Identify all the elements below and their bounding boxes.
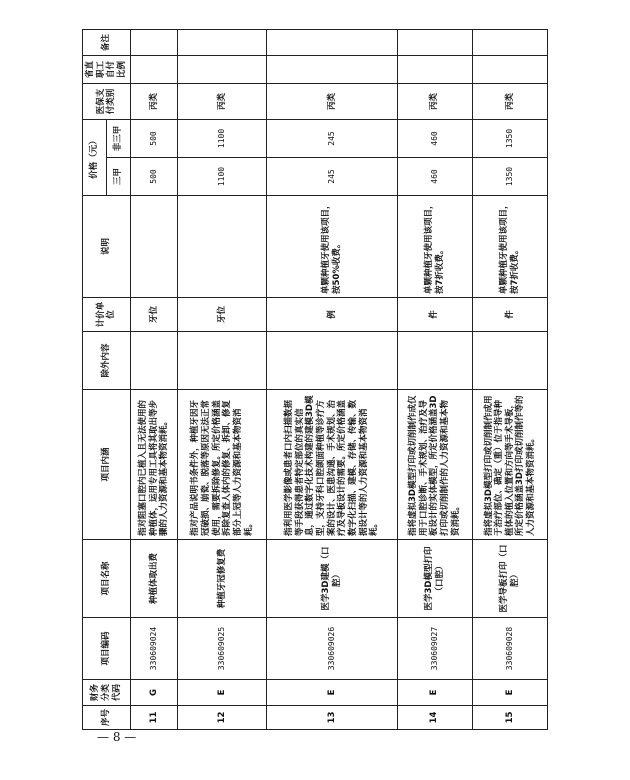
table-row bbox=[130, 29, 178, 729]
cell-unit: 件 bbox=[397, 298, 472, 332]
cell-name: 医学导板打印（口腔） bbox=[472, 540, 547, 618]
cell-fin: E bbox=[178, 680, 267, 706]
cell-remark bbox=[397, 29, 472, 55]
header-price: 价格（元） bbox=[83, 119, 107, 195]
header-item-code: 项目编码 bbox=[83, 618, 131, 680]
price-table-sheet bbox=[82, 30, 537, 730]
cell-exclusions bbox=[472, 332, 547, 390]
cell-ratio bbox=[397, 55, 472, 83]
header-fin-code: 财务分类代码 bbox=[83, 680, 131, 706]
cell-code: 330609024 bbox=[130, 618, 178, 680]
cell-seq: 12 bbox=[178, 706, 267, 730]
cell-med-ins-cat: 丙类 bbox=[178, 83, 267, 119]
cell-unit: 牙位 bbox=[178, 298, 267, 332]
cell-remark bbox=[178, 29, 267, 55]
cell-med-ins-cat: 丙类 bbox=[267, 83, 397, 119]
cell-explanation bbox=[178, 196, 267, 298]
cell-explanation bbox=[130, 196, 178, 298]
cell-content: 指将虚拟3D模型打印或切削制作成仅用于口腔诊断、手术规划、治疗及导板设计的实体模型，所定价格涵盖3D打印或切削制作的人力资源和基本物资消耗。 bbox=[397, 390, 472, 540]
cell-fin: G bbox=[130, 680, 178, 706]
cell-code: 330609028 bbox=[472, 618, 547, 680]
cell-price-3a: 460 bbox=[397, 158, 472, 196]
cell-remark bbox=[130, 29, 178, 55]
cell-code: 330609027 bbox=[397, 618, 472, 680]
table-header-row bbox=[83, 29, 107, 729]
cell-price-3a: 1350 bbox=[472, 158, 547, 196]
cell-unit: 件 bbox=[472, 298, 547, 332]
cell-seq: 15 bbox=[472, 706, 547, 730]
cell-price-non3a: 1100 bbox=[178, 119, 267, 157]
cell-code: 330609026 bbox=[267, 618, 397, 680]
header-unit: 计价单位 bbox=[83, 298, 131, 332]
header-item-content: 项目内涵 bbox=[83, 390, 131, 540]
cell-content: 指对阻塞口腔内已植入且无法使用的种植体，运用专用工具将其取出等步骤的人力资源和基本物资消耗。 bbox=[130, 390, 178, 540]
cell-seq: 11 bbox=[130, 706, 178, 730]
cell-name: 医学3D建模（口腔） bbox=[267, 540, 397, 618]
cell-med-ins-cat: 丙类 bbox=[397, 83, 472, 119]
cell-ratio bbox=[472, 55, 547, 83]
cell-fin: E bbox=[267, 680, 397, 706]
cell-explanation: 单颗种植牙使用该项目，按7折收费。 bbox=[472, 196, 547, 298]
cell-name: 种植体取出费 bbox=[130, 540, 178, 618]
cell-ratio bbox=[130, 55, 178, 83]
table-row bbox=[397, 29, 472, 729]
page-number: — 8 — bbox=[97, 730, 137, 744]
cell-exclusions bbox=[178, 332, 267, 390]
price-table bbox=[82, 29, 548, 730]
table-row bbox=[472, 29, 547, 729]
cell-content: 指将虚拟3D模型打印或切削制作成用于治疗部位、确定（重）位于指导种植体的植入位置和方向等手术导板，所定价格涵盖3D打印或切削制作等的人力资源和基本物资消耗。 bbox=[472, 390, 547, 540]
cell-remark bbox=[267, 29, 397, 55]
cell-name: 种植牙冠修复费 bbox=[178, 540, 267, 618]
cell-price-3a: 1100 bbox=[178, 158, 267, 196]
cell-price-3a: 245 bbox=[267, 158, 397, 196]
cell-exclusions bbox=[267, 332, 397, 390]
header-med-ins-cat: 医保支付类别 bbox=[83, 83, 131, 119]
cell-seq: 14 bbox=[397, 706, 472, 730]
cell-unit: 牙位 bbox=[130, 298, 178, 332]
cell-ratio bbox=[267, 55, 397, 83]
cell-code: 330609025 bbox=[178, 618, 267, 680]
table-row bbox=[267, 29, 397, 729]
header-price-non3a: 非三甲 bbox=[106, 119, 130, 157]
cell-fin: E bbox=[472, 680, 547, 706]
cell-unit: 例 bbox=[267, 298, 397, 332]
header-exclusions: 除外内容 bbox=[83, 332, 131, 390]
header-item-name: 项目名称 bbox=[83, 540, 131, 618]
cell-med-ins-cat: 丙类 bbox=[472, 83, 547, 119]
cell-price-3a: 500 bbox=[130, 158, 178, 196]
cell-price-non3a: 500 bbox=[130, 119, 178, 157]
cell-seq: 13 bbox=[267, 706, 397, 730]
cell-med-ins-cat: 丙类 bbox=[130, 83, 178, 119]
cell-remark bbox=[472, 29, 547, 55]
cell-ratio bbox=[178, 55, 267, 83]
cell-exclusions bbox=[397, 332, 472, 390]
cell-fin: E bbox=[397, 680, 472, 706]
table-row bbox=[178, 29, 267, 729]
header-price-3a: 三甲 bbox=[106, 158, 130, 196]
cell-content: 指对产品说明书条件外，种植牙因牙冠破损、崩瓷、脱落等原因无法正常使用，需要拆除修复。所定价格涵盖拆除复查人体内的修复、拆卸、修复部分上冠等人力资源和基本物资消耗。 bbox=[178, 390, 267, 540]
cell-price-non3a: 460 bbox=[397, 119, 472, 157]
cell-content: 指利用医学影像或患者口内扫描数据等手段获得患者特定部位的真实信息，通过数字化技术构建的建模3D模型，支持牙科口腔颌面种植等诊疗方案的设计、医患沟通、手术规划、治疗及导板设计的需要。所定价格涵盖数字化扫描、建模、存储、传输、数据设计等的人力资源和基本物资消耗。 bbox=[267, 390, 397, 540]
cell-explanation: 单颗种植牙使用该项目，按50%收费。 bbox=[267, 196, 397, 298]
header-remarks: 备注 bbox=[83, 29, 131, 55]
rotated-table-area bbox=[82, 30, 537, 730]
header-seq: 序号 bbox=[83, 706, 131, 730]
cell-price-non3a: 1350 bbox=[472, 119, 547, 157]
header-work-inj-ratio: 省直职工自付比例 bbox=[83, 55, 131, 83]
cell-price-non3a: 245 bbox=[267, 119, 397, 157]
cell-name: 医学3D模型打印（口腔） bbox=[397, 540, 472, 618]
cell-exclusions bbox=[130, 332, 178, 390]
header-explanation: 说明 bbox=[83, 196, 131, 298]
cell-explanation: 单颗种植牙使用该项目，按7折收费。 bbox=[397, 196, 472, 298]
